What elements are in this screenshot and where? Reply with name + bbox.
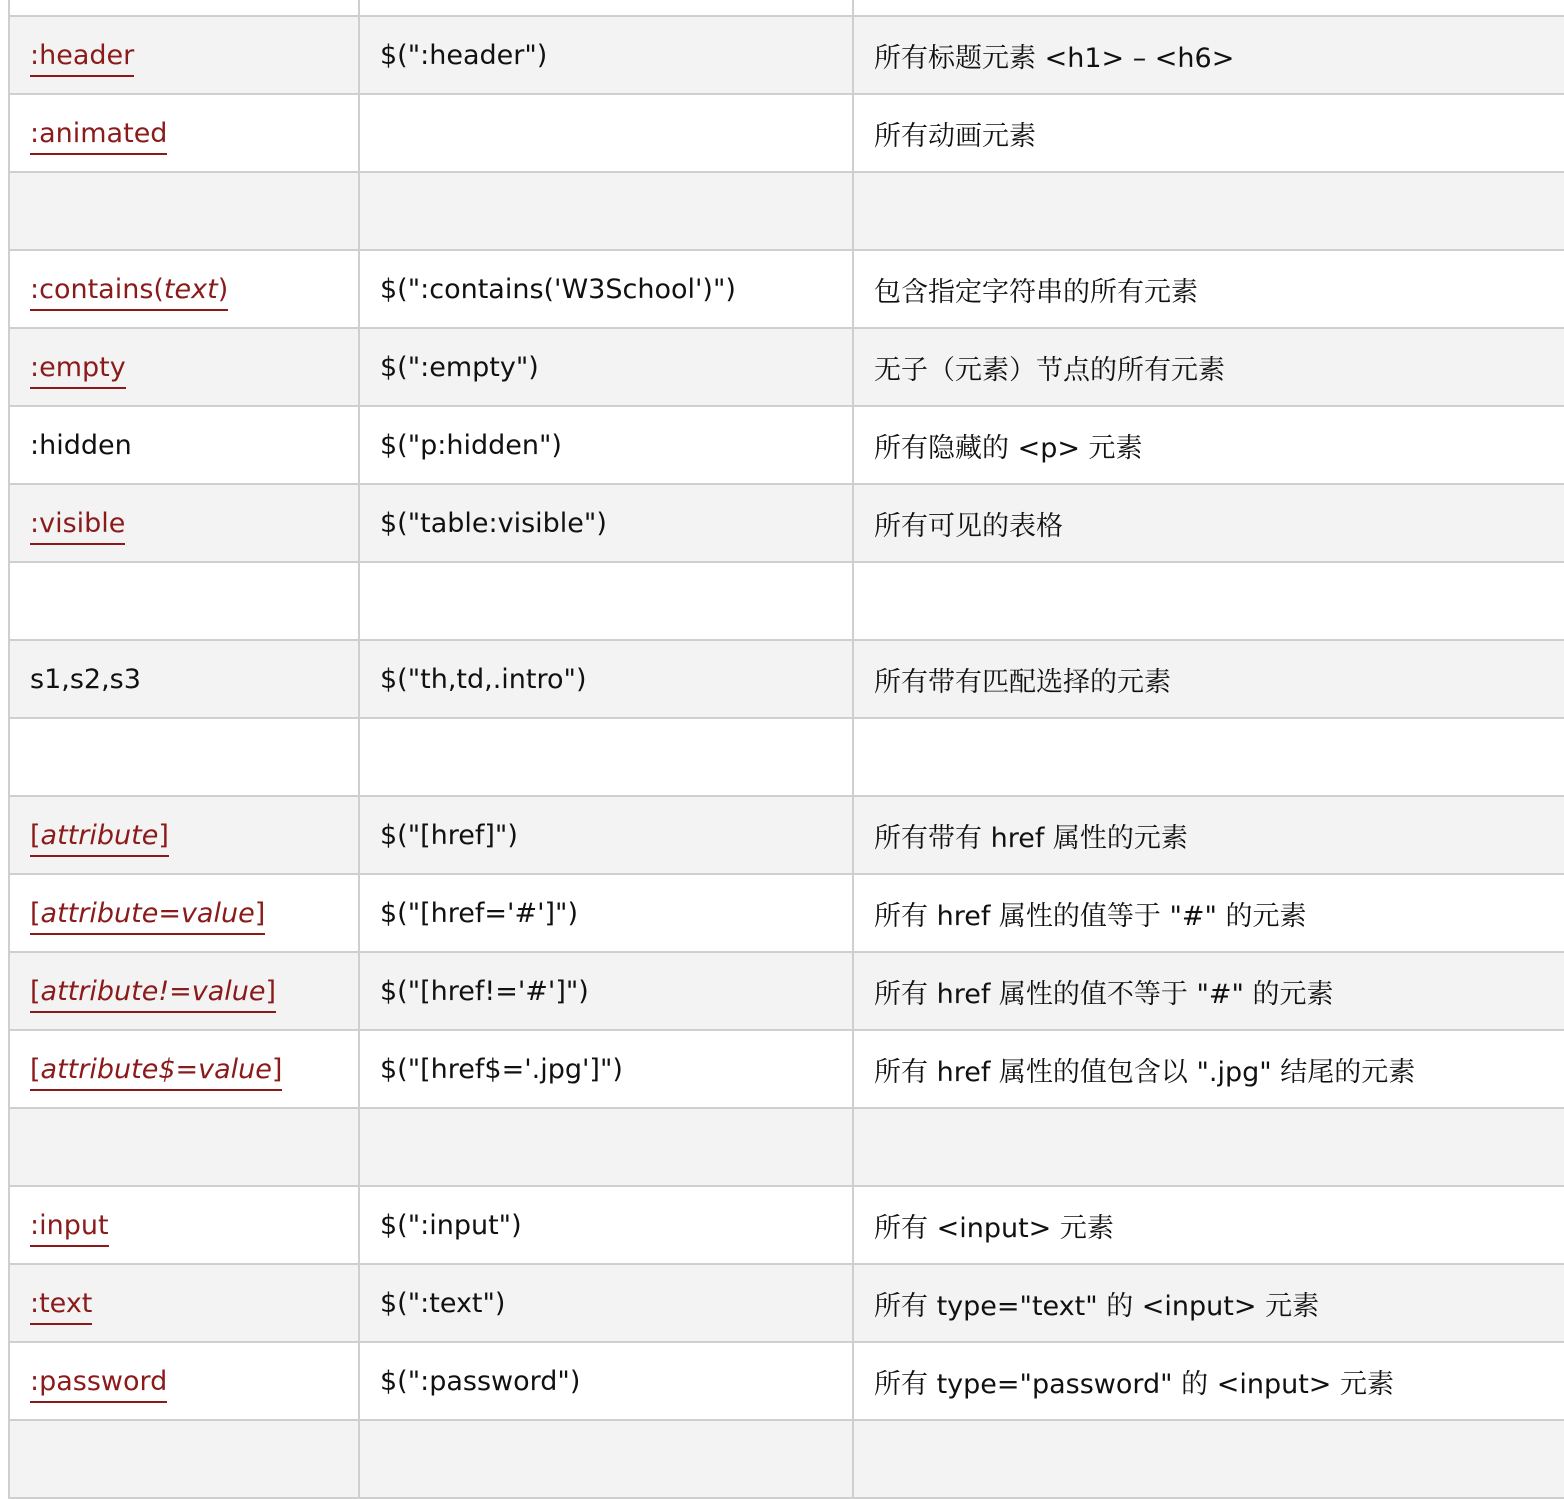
selector-prefix: :text [30, 1287, 93, 1319]
selector-cell [9, 1108, 359, 1186]
table-row [9, 796, 1564, 874]
description-cell [853, 16, 1564, 94]
selector-cell [9, 718, 359, 796]
selector-prefix: :animated [30, 117, 168, 149]
description-text: 所有 href 属性的值不等于 "#" 的元素 [874, 978, 1334, 1010]
selector-suffix: ] [158, 819, 169, 851]
example-code: $(":password") [380, 1365, 581, 1397]
selector-cell [9, 484, 359, 562]
description-cell [853, 94, 1564, 172]
selector-cell [9, 1342, 359, 1420]
selector-cell [9, 562, 359, 640]
description-cell [853, 1186, 1564, 1264]
selector-suffix: ] [254, 897, 266, 929]
table-row [9, 94, 1564, 172]
description-text: 无子（元素）节点的所有元素 [874, 354, 1225, 386]
description-cell [853, 952, 1564, 1030]
description-cell [853, 1264, 1564, 1342]
table-row [9, 562, 1564, 640]
selector-prefix: [ [30, 1053, 41, 1085]
selector-text [30, 664, 141, 695]
selector-cell [9, 874, 359, 952]
selector-prefix: :input [30, 1209, 109, 1241]
table-row [9, 484, 1564, 562]
selector-cell [9, 640, 359, 718]
table-row [9, 1108, 1564, 1186]
selector-cell [9, 16, 359, 94]
selector-suffix: ) [217, 273, 229, 305]
selector-param: attribute=value [40, 897, 255, 929]
description-cell [853, 406, 1564, 484]
example-code: $(":contains('W3School')") [380, 273, 736, 305]
selector-link[interactable] [30, 1210, 109, 1247]
example-cell [359, 16, 853, 94]
selector-link[interactable] [30, 976, 276, 1013]
selector-param: attribute [40, 819, 159, 851]
table-row [9, 328, 1564, 406]
selector-link[interactable] [30, 898, 265, 935]
example-cell [359, 562, 853, 640]
example-cell [359, 1342, 853, 1420]
selector-param: attribute!=value [40, 975, 266, 1007]
selector-suffix: ] [265, 975, 277, 1007]
example-code: $("[href$='.jpg']") [380, 1053, 623, 1085]
selector-param: attribute$=value [40, 1053, 272, 1085]
example-cell [359, 94, 853, 172]
table-row [9, 172, 1564, 250]
example-cell [359, 250, 853, 328]
table-row [9, 406, 1564, 484]
selector-prefix: [ [30, 975, 41, 1007]
example-code: $("table:visible") [380, 507, 607, 539]
selector-link[interactable] [30, 1366, 167, 1403]
example-code: $("th,td,.intro") [380, 663, 587, 695]
selector-cell [9, 1186, 359, 1264]
selector-text [30, 430, 132, 461]
description-text: 所有 <input> 元素 [874, 1212, 1114, 1244]
table-row [9, 952, 1564, 1030]
description-cell [853, 250, 1564, 328]
example-code: $(":text") [380, 1287, 506, 1319]
description-cell [853, 1030, 1564, 1108]
example-cell [359, 796, 853, 874]
selector-link[interactable] [30, 820, 169, 857]
selector-cell [9, 250, 359, 328]
example-code: $("[href]") [380, 819, 518, 851]
description-cell [853, 1108, 1564, 1186]
description-cell [853, 718, 1564, 796]
description-text: 所有标题元素 <h1> – <h6> [874, 42, 1235, 74]
table-row [9, 16, 1564, 94]
selector-cell [9, 406, 359, 484]
description-cell [853, 1342, 1564, 1420]
selector-cell [9, 1030, 359, 1108]
table-row [9, 1342, 1564, 1420]
example-code: $(":empty") [380, 351, 539, 383]
selector-prefix: :contains( [30, 273, 164, 305]
selector-prefix: :password [30, 1365, 168, 1397]
selector-prefix: [ [30, 819, 41, 851]
example-cell [359, 0, 853, 16]
selector-cell [9, 952, 359, 1030]
description-text: 所有 href 属性的值包含以 ".jpg" 结尾的元素 [874, 1056, 1416, 1088]
selector-cell [9, 1420, 359, 1498]
description-cell [853, 1420, 1564, 1498]
example-cell [359, 1108, 853, 1186]
selector-cell [9, 172, 359, 250]
description-text: 所有带有 href 属性的元素 [874, 822, 1188, 854]
selector-cell [9, 1264, 359, 1342]
table-row [9, 1420, 1564, 1498]
description-cell [853, 640, 1564, 718]
example-cell [359, 1420, 853, 1498]
selector-suffix: ] [271, 1053, 283, 1085]
description-cell [853, 874, 1564, 952]
example-cell [359, 328, 853, 406]
example-cell [359, 874, 853, 952]
selector-prefix: :header [30, 39, 135, 71]
table-row [9, 0, 1564, 16]
description-cell [853, 328, 1564, 406]
description-cell [853, 562, 1564, 640]
selector-prefix: :hidden [30, 429, 132, 461]
selector-prefix: :empty [30, 351, 126, 383]
table-row [9, 1186, 1564, 1264]
selector-prefix: s1,s2,s3 [30, 663, 141, 695]
table-row [9, 1030, 1564, 1108]
example-code: $("[href='#']") [380, 897, 578, 929]
example-cell [359, 952, 853, 1030]
table-row [9, 874, 1564, 952]
description-text: 所有动画元素 [874, 120, 1036, 152]
description-text: 所有可见的表格 [874, 510, 1063, 542]
selector-link[interactable] [30, 40, 134, 77]
table-body [9, 0, 1564, 1498]
example-cell [359, 718, 853, 796]
table-row [9, 250, 1564, 328]
selector-cell [9, 94, 359, 172]
selector-link[interactable] [30, 274, 228, 311]
example-cell [359, 1186, 853, 1264]
description-cell [853, 0, 1564, 16]
example-cell [359, 484, 853, 562]
example-code: $(":header") [380, 39, 548, 71]
selector-cell [9, 0, 359, 16]
example-cell [359, 640, 853, 718]
example-cell [359, 406, 853, 484]
selector-link[interactable] [30, 508, 125, 545]
selector-link[interactable] [30, 1054, 282, 1091]
selector-param: text [163, 273, 218, 305]
table-row [9, 718, 1564, 796]
selector-link[interactable] [30, 118, 167, 155]
example-code: $("[href!='#']") [380, 975, 589, 1007]
selector-reference-table [8, 0, 1564, 1499]
description-text: 所有 href 属性的值等于 "#" 的元素 [874, 900, 1307, 932]
example-cell [359, 1030, 853, 1108]
selector-cell [9, 796, 359, 874]
description-text: 所有带有匹配选择的元素 [874, 666, 1171, 698]
description-text: 所有 type="text" 的 <input> 元素 [874, 1290, 1320, 1322]
selector-prefix: [ [30, 897, 41, 929]
example-cell [359, 172, 853, 250]
description-cell [853, 796, 1564, 874]
description-text: 包含指定字符串的所有元素 [874, 276, 1198, 308]
table-row [9, 1264, 1564, 1342]
example-cell [359, 1264, 853, 1342]
description-text: 所有 type="password" 的 <input> 元素 [874, 1368, 1394, 1400]
selector-link[interactable] [30, 1288, 92, 1325]
description-cell [853, 484, 1564, 562]
selector-link[interactable] [30, 352, 126, 389]
selector-cell [9, 328, 359, 406]
description-text: 所有隐藏的 <p> 元素 [874, 432, 1143, 464]
example-code: $(":input") [380, 1209, 522, 1241]
example-code: $("p:hidden") [380, 429, 562, 461]
description-cell [853, 172, 1564, 250]
selector-prefix: :visible [30, 507, 126, 539]
table-row [9, 640, 1564, 718]
